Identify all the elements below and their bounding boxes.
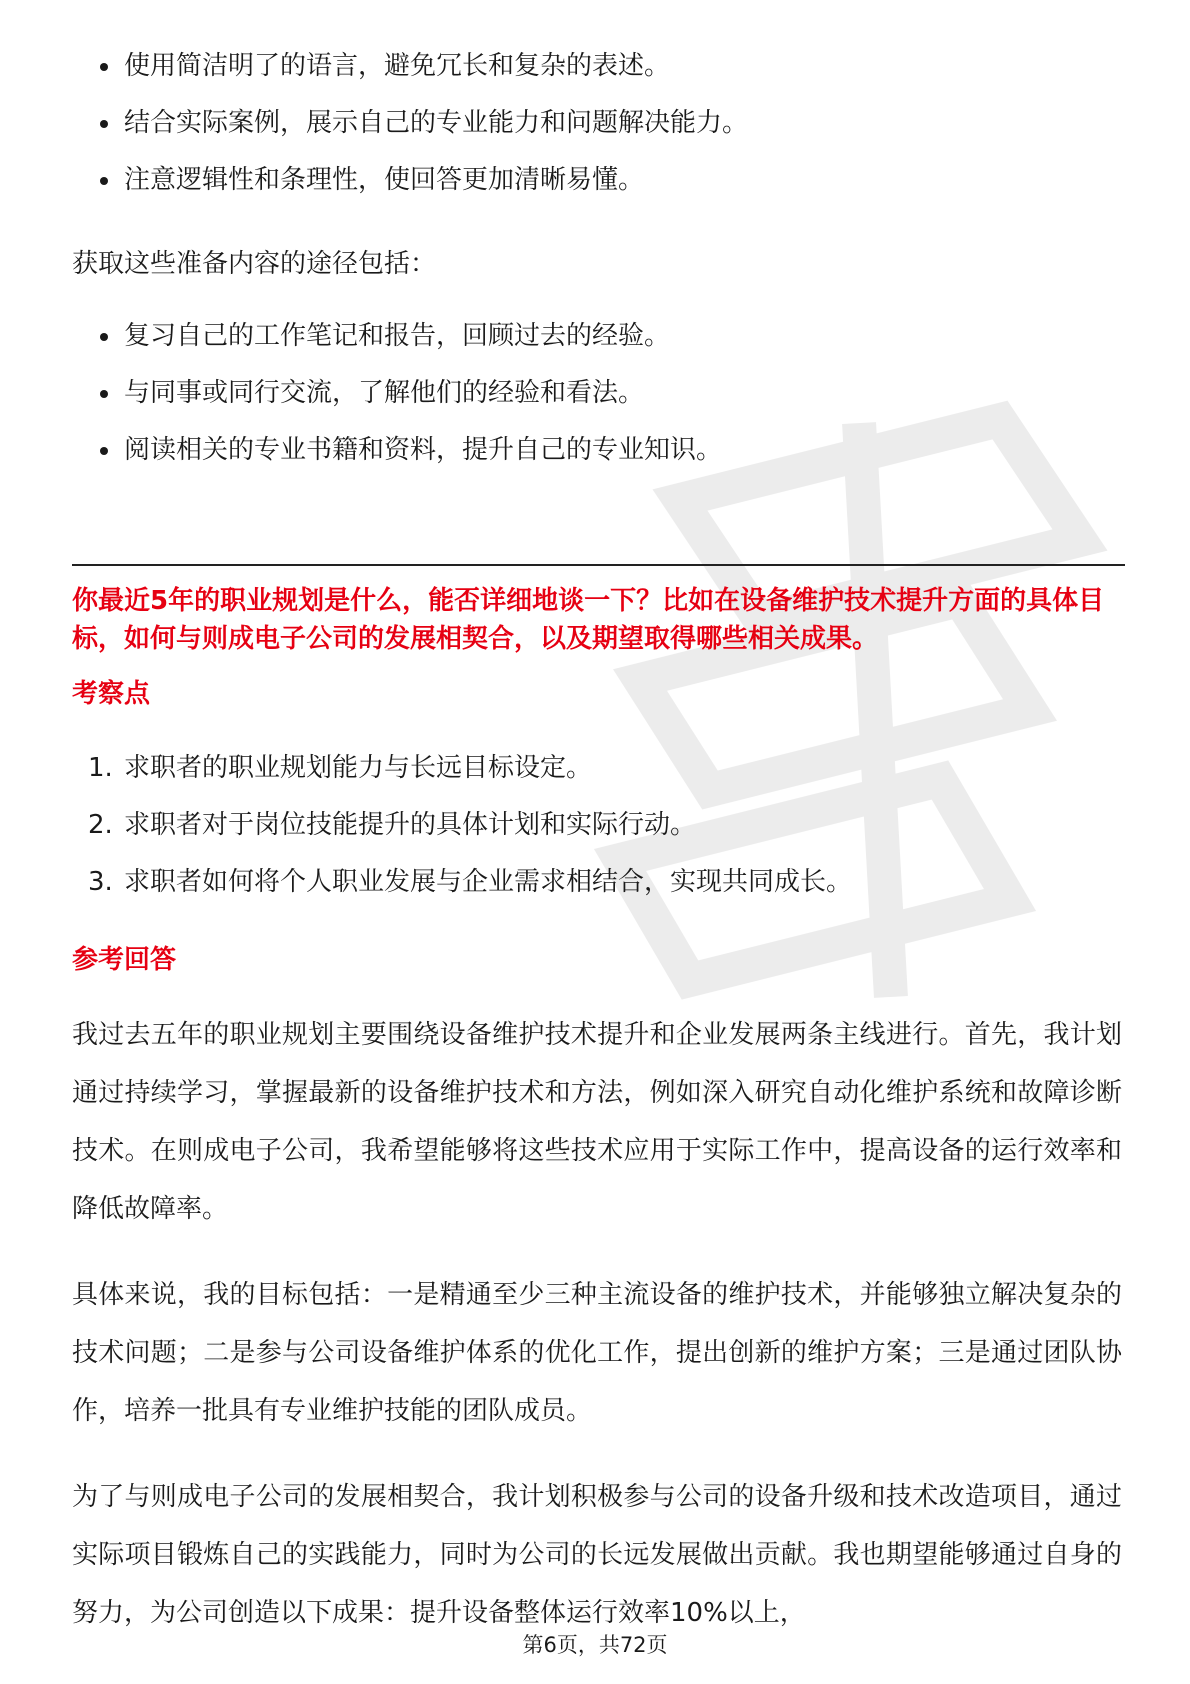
list-item-text: 阅读相关的专业书籍和资料，提升自己的专业知识。: [124, 435, 723, 465]
bullet-dot: [100, 333, 108, 341]
list-item: [72, 105, 1132, 141]
bullet-dot: [100, 63, 108, 71]
list-item: [72, 750, 1132, 786]
section-divider: [72, 564, 1125, 566]
answer-paragraph: 我过去五年的职业规划主要围绕设备维护技术提升和企业发展两条主线进行。首先，我计划通过持续学习，掌握最新的设备维护技术和方法，例如深入研究自动化维护系统和故障诊断技术。在则成电子公司，我希望能够将这些技术应用于实际工作中，提高设备的运行效率和降低故障率。: [72, 1020, 1122, 1224]
list-item-text: 求职者对于岗位技能提升的具体计划和实际行动。: [124, 810, 697, 840]
list-item-text: 求职者的职业规划能力与长远目标设定。: [124, 753, 593, 783]
list-item: [72, 162, 1132, 198]
focus-title: 考察点: [72, 679, 151, 709]
list-number: 1.: [88, 753, 113, 783]
page-footer: 第6页，共72页: [522, 1633, 668, 1657]
interview-question: 你最近5年的职业规划是什么，能否详细地谈一下？比如在设备维护技术提升方面的具体目标，如何与则成电子公司的发展相契合，以及期望取得哪些相关成果。: [72, 586, 1105, 654]
list-item: [72, 807, 1132, 843]
sources-intro: 获取这些准备内容的途径包括：: [72, 249, 437, 279]
bullet-dot: [100, 447, 108, 455]
list-item-text: 复习自己的工作笔记和报告，回顾过去的经验。: [124, 321, 671, 351]
list-number: 2.: [88, 810, 113, 840]
list-item-text: 求职者如何将个人职业发展与企业需求相结合，实现共同成长。: [124, 867, 853, 897]
list-item-text: 使用简洁明了的语言，避免冗长和复杂的表述。: [124, 51, 671, 81]
list-item-text: 注意逻辑性和条理性，使回答更加清晰易懂。: [124, 165, 645, 195]
answer-paragraph: 为了与则成电子公司的发展相契合，我计划积极参与公司的设备升级和技术改造项目，通过实际项目锻炼自己的实践能力，同时为公司的长远发展做出贡献。我也期望能够通过自身的努力，为公司创造以下成果：提升设备整体运行效率10%以上，: [72, 1482, 1122, 1628]
list-item: [72, 375, 1132, 411]
sources-list: [72, 318, 1132, 489]
list-number: 3.: [88, 867, 113, 897]
bullet-dot: [100, 390, 108, 398]
list-item: [72, 318, 1132, 354]
bullet-dot: [100, 120, 108, 128]
answer-paragraph: 具体来说，我的目标包括：一是精通至少三种主流设备的维护技术，并能够独立解决复杂的技术问题；二是参与公司设备维护体系的优化工作，提出创新的维护方案；三是通过团队协作，培养一批具有专业维护技能的团队成员。: [72, 1280, 1122, 1426]
bullet-dot: [100, 177, 108, 185]
list-item: [72, 432, 1132, 468]
list-item-text: 与同事或同行交流，了解他们的经验和看法。: [124, 378, 645, 408]
tips-list: [72, 48, 1132, 219]
list-item: [72, 48, 1132, 84]
list-item: [72, 864, 1132, 900]
focus-list: [72, 750, 1132, 921]
list-item-text: 结合实际案例，展示自己的专业能力和问题解决能力。: [124, 108, 749, 138]
answer-title: 参考回答: [72, 945, 177, 975]
